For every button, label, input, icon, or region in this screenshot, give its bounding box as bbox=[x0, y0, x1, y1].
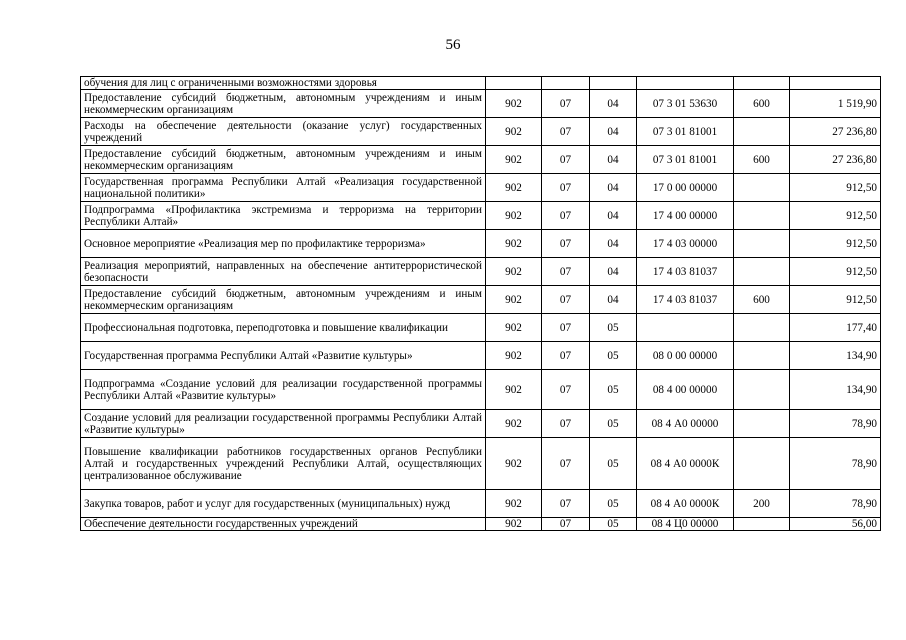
table-cell-section: 07 bbox=[542, 490, 590, 518]
table-cell-target-code: 08 4 Ц0 00000 bbox=[637, 518, 734, 531]
table-cell-target-code: 07 3 01 53630 bbox=[637, 90, 734, 118]
table-row bbox=[81, 118, 881, 146]
table-cell-expense-type bbox=[734, 518, 790, 531]
table-row bbox=[81, 77, 881, 90]
table-row bbox=[81, 258, 881, 286]
table-cell-subsection: 05 bbox=[590, 342, 637, 370]
table-cell-expense-type bbox=[734, 258, 790, 286]
table-cell-ministry-code: 902 bbox=[486, 258, 542, 286]
table-cell-ministry-code: 902 bbox=[486, 230, 542, 258]
table-cell-ministry-code: 902 bbox=[486, 286, 542, 314]
table-cell-amount bbox=[790, 77, 881, 90]
table-cell-target-code: 07 3 01 81001 bbox=[637, 146, 734, 174]
table-cell-ministry-code: 902 bbox=[486, 370, 542, 410]
table-cell-name: Подпрограмма «Создание условий для реализации государственной программы Республики Алтай «Развитие культуры» bbox=[81, 370, 486, 410]
table-cell-name: Предоставление субсидий бюджетным, автономным учреждениям и иным некоммерческим организациям bbox=[81, 146, 486, 174]
table-cell-expense-type bbox=[734, 342, 790, 370]
table-cell-section bbox=[542, 77, 590, 90]
table-cell-target-code: 17 0 00 00000 bbox=[637, 174, 734, 202]
table-cell-target-code: 17 4 00 00000 bbox=[637, 202, 734, 230]
table-row bbox=[81, 410, 881, 438]
table-cell-expense-type: 200 bbox=[734, 490, 790, 518]
table-cell-amount: 78,90 bbox=[790, 410, 881, 438]
table-row bbox=[81, 518, 881, 531]
table-cell-amount: 134,90 bbox=[790, 342, 881, 370]
table-cell-target-code bbox=[637, 314, 734, 342]
table-cell-name: Предоставление субсидий бюджетным, автономным учреждениям и иным некоммерческим организациям bbox=[81, 90, 486, 118]
table-cell-subsection: 05 bbox=[590, 410, 637, 438]
table-cell-subsection: 05 bbox=[590, 490, 637, 518]
table-cell-section: 07 bbox=[542, 90, 590, 118]
table-cell-subsection: 04 bbox=[590, 230, 637, 258]
table-cell-amount: 27 236,80 bbox=[790, 146, 881, 174]
table-cell-name: Закупка товаров, работ и услуг для государственных (муниципальных) нужд bbox=[81, 490, 486, 518]
table-cell-expense-type: 600 bbox=[734, 90, 790, 118]
table-row bbox=[81, 286, 881, 314]
table-cell-name: обучения для лиц с ограниченными возможностями здоровья bbox=[81, 77, 486, 90]
table-cell-section: 07 bbox=[542, 370, 590, 410]
table-cell-section: 07 bbox=[542, 230, 590, 258]
table-cell-amount: 78,90 bbox=[790, 438, 881, 490]
table-cell-section: 07 bbox=[542, 438, 590, 490]
table-cell-subsection: 04 bbox=[590, 174, 637, 202]
table-cell-target-code: 08 4 А0 00000 bbox=[637, 410, 734, 438]
table-cell-amount: 1 519,90 bbox=[790, 90, 881, 118]
table-cell-subsection: 04 bbox=[590, 286, 637, 314]
table-cell-name: Профессиональная подготовка, переподготовка и повышение квалификации bbox=[81, 314, 486, 342]
table-cell-subsection: 04 bbox=[590, 146, 637, 174]
table-cell-expense-type: 600 bbox=[734, 146, 790, 174]
table-cell-section: 07 bbox=[542, 286, 590, 314]
table-row bbox=[81, 174, 881, 202]
table-cell-amount: 56,00 bbox=[790, 518, 881, 531]
table-cell-name: Реализация мероприятий, направленных на обеспечение антитеррористической безопасности bbox=[81, 258, 486, 286]
table-cell-amount: 912,50 bbox=[790, 286, 881, 314]
table-cell-name: Государственная программа Республики Алтай «Реализация государственной национальной политики» bbox=[81, 174, 486, 202]
table-cell-expense-type: 600 bbox=[734, 286, 790, 314]
table-cell-ministry-code bbox=[486, 77, 542, 90]
table-cell-expense-type bbox=[734, 314, 790, 342]
table-cell-name: Создание условий для реализации государственной программы Республики Алтай «Развитие культуры» bbox=[81, 410, 486, 438]
table-body bbox=[81, 77, 881, 531]
table-row bbox=[81, 370, 881, 410]
table-cell-section: 07 bbox=[542, 146, 590, 174]
table-cell-target-code: 08 0 00 00000 bbox=[637, 342, 734, 370]
table-cell-ministry-code: 902 bbox=[486, 342, 542, 370]
table-cell-name: Предоставление субсидий бюджетным, автономным учреждениям и иным некоммерческим организациям bbox=[81, 286, 486, 314]
table-row bbox=[81, 202, 881, 230]
table-cell-subsection: 05 bbox=[590, 314, 637, 342]
page-number: 56 bbox=[445, 37, 461, 53]
table-cell-subsection: 04 bbox=[590, 202, 637, 230]
table-row bbox=[81, 490, 881, 518]
table-cell-expense-type bbox=[734, 174, 790, 202]
table-cell-expense-type bbox=[734, 370, 790, 410]
table-row bbox=[81, 146, 881, 174]
table-cell-amount: 912,50 bbox=[790, 174, 881, 202]
table-cell-subsection: 04 bbox=[590, 258, 637, 286]
table-cell-expense-type bbox=[734, 230, 790, 258]
table-cell-ministry-code: 902 bbox=[486, 202, 542, 230]
table-cell-amount: 912,50 bbox=[790, 202, 881, 230]
table-cell-target-code: 17 4 03 81037 bbox=[637, 258, 734, 286]
table-cell-subsection: 05 bbox=[590, 370, 637, 410]
table-cell-amount: 78,90 bbox=[790, 490, 881, 518]
table-cell-ministry-code: 902 bbox=[486, 118, 542, 146]
table-cell-subsection bbox=[590, 77, 637, 90]
table-cell-amount: 134,90 bbox=[790, 370, 881, 410]
table-cell-name: Расходы на обеспечение деятельности (оказание услуг) государственных учреждений bbox=[81, 118, 486, 146]
table-cell-section: 07 bbox=[542, 410, 590, 438]
table-cell-name: Подпрограмма «Профилактика экстремизма и терроризма на территории Республики Алтай» bbox=[81, 202, 486, 230]
table-cell-ministry-code: 902 bbox=[486, 518, 542, 531]
table-row bbox=[81, 314, 881, 342]
table-cell-section: 07 bbox=[542, 118, 590, 146]
table-cell-name: Обеспечение деятельности государственных учреждений bbox=[81, 518, 486, 531]
table-cell-amount: 27 236,80 bbox=[790, 118, 881, 146]
table-cell-section: 07 bbox=[542, 202, 590, 230]
table-cell-target-code: 08 4 А0 0000К bbox=[637, 490, 734, 518]
table-row bbox=[81, 438, 881, 490]
table-cell-expense-type bbox=[734, 77, 790, 90]
table-cell-amount: 912,50 bbox=[790, 258, 881, 286]
table-cell-expense-type bbox=[734, 438, 790, 490]
table-cell-subsection: 04 bbox=[590, 118, 637, 146]
table-cell-subsection: 05 bbox=[590, 518, 637, 531]
table-cell-amount: 912,50 bbox=[790, 230, 881, 258]
table-cell-ministry-code: 902 bbox=[486, 438, 542, 490]
table-cell-name: Повышение квалификации работников государственных органов Республики Алтай и государственных учреждений Республики Алтай, осуществляющих централизованное обслуживание bbox=[81, 438, 486, 490]
table-cell-expense-type bbox=[734, 118, 790, 146]
table-cell-name: Государственная программа Республики Алтай «Развитие культуры» bbox=[81, 342, 486, 370]
table-cell-target-code: 07 3 01 81001 bbox=[637, 118, 734, 146]
table-cell-ministry-code: 902 bbox=[486, 174, 542, 202]
table-cell-section: 07 bbox=[542, 518, 590, 531]
table-cell-target-code: 17 4 03 00000 bbox=[637, 230, 734, 258]
table-cell-ministry-code: 902 bbox=[486, 490, 542, 518]
budget-table bbox=[80, 76, 881, 531]
table-cell-expense-type bbox=[734, 410, 790, 438]
table-cell-section: 07 bbox=[542, 342, 590, 370]
table-cell-ministry-code: 902 bbox=[486, 90, 542, 118]
table-row bbox=[81, 230, 881, 258]
table-cell-expense-type bbox=[734, 202, 790, 230]
table-cell-subsection: 04 bbox=[590, 90, 637, 118]
table-cell-ministry-code: 902 bbox=[486, 410, 542, 438]
table-cell-target-code: 17 4 03 81037 bbox=[637, 286, 734, 314]
table-cell-ministry-code: 902 bbox=[486, 314, 542, 342]
table-cell-section: 07 bbox=[542, 314, 590, 342]
table-cell-target-code: 08 4 00 00000 bbox=[637, 370, 734, 410]
table-cell-subsection: 05 bbox=[590, 438, 637, 490]
table-cell-ministry-code: 902 bbox=[486, 146, 542, 174]
table-cell-section: 07 bbox=[542, 258, 590, 286]
table-row bbox=[81, 342, 881, 370]
table-cell-section: 07 bbox=[542, 174, 590, 202]
table-row bbox=[81, 90, 881, 118]
table-cell-amount: 177,40 bbox=[790, 314, 881, 342]
table-cell-target-code: 08 4 А0 0000К bbox=[637, 438, 734, 490]
table-cell-target-code bbox=[637, 77, 734, 90]
table-cell-name: Основное мероприятие «Реализация мер по профилактике терроризма» bbox=[81, 230, 486, 258]
